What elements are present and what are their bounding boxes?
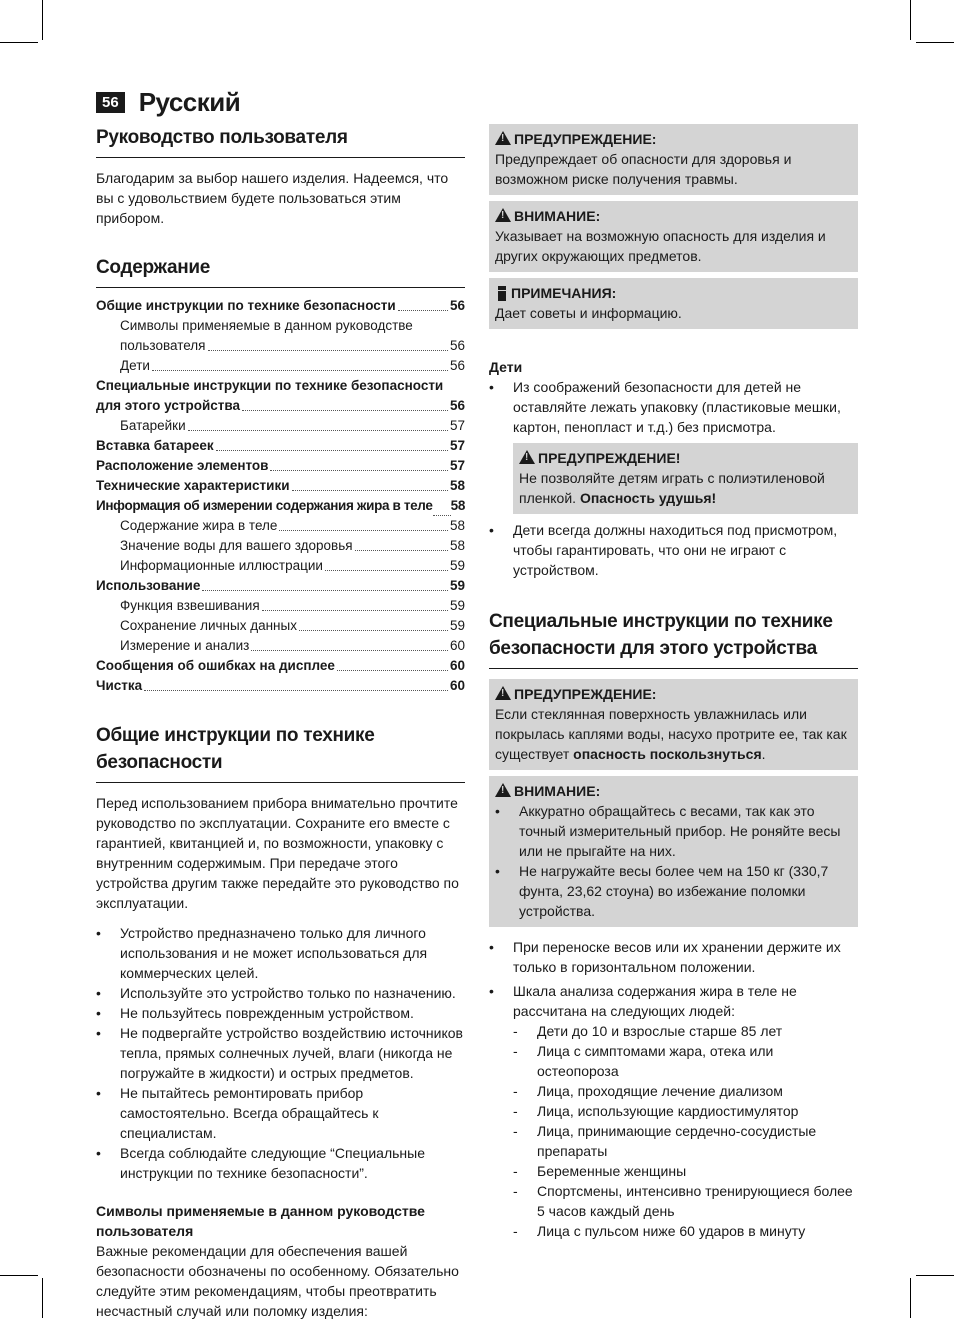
right-column (489, 124, 858, 1241)
toc-entry[interactable]: Расположение элементов 57 (96, 458, 465, 473)
notice-text: Указывает на возможную опасность для изделия и других окружающих предметов. (495, 228, 826, 264)
toc-entry[interactable]: Функция взвешивания 59 (120, 598, 465, 613)
toc-entry[interactable]: Использование 59 (96, 578, 465, 593)
toc-entry[interactable]: Общие инструкции по технике безопасности 56 (96, 298, 465, 313)
children-list (489, 377, 858, 437)
toc-entry[interactable]: Чистка 60 (96, 678, 465, 693)
list-item: - Лица, проходящие лечение диализом (513, 1081, 858, 1101)
list-item: • Устройство предназначено только для личного использования и не может использоваться для коммерческих целей. (96, 923, 465, 983)
list-item: - Лица, принимающие сердечно-сосудистые препараты (513, 1121, 858, 1161)
special-safety-heading: Специальные инструкции по технике безопасности для этого устройства (489, 608, 858, 669)
crop-mark (916, 1275, 954, 1276)
crop-mark (0, 42, 38, 43)
toc-entry[interactable]: Информация об измерении содержания жира в теле 58 (96, 496, 465, 516)
special-caution-notice (489, 776, 858, 927)
toc-entry[interactable]: Символы применяемые в данном руководстве пользователя 56 (120, 318, 465, 353)
list-item: • Всегда соблюдайте следующие “Специальные инструкции по технике безопасности”. (96, 1143, 465, 1183)
list-item: - Беременные женщины (513, 1161, 858, 1181)
list-item: • При переноске весов или их хранении держите их только в горизонтальном положении. (489, 937, 858, 977)
toc-heading: Содержание (96, 254, 465, 288)
crop-mark (42, 1278, 43, 1318)
page-number: 56 (96, 92, 125, 113)
children-warning-notice (513, 443, 858, 514)
toc-entry[interactable]: Технические характеристики 58 (96, 478, 465, 493)
notice-title: ПРИМЕЧАНИЯ: (511, 285, 617, 301)
left-column (96, 124, 465, 1321)
list-item: • Используйте это устройство только по назначению. (96, 983, 465, 1003)
warning-notice (489, 124, 858, 195)
symbols-heading: Символы применяемые в данном руководстве пользователя (96, 1203, 425, 1239)
notice-text: Если стеклянная поверхность увлажнилась или покрылась каплями воды, насухо протрите ее, так как существует опасность поскользнуться. (495, 706, 847, 762)
notice-title: ВНИМАНИЕ: (514, 783, 601, 799)
notice-text: Дает советы и информацию. (495, 305, 682, 321)
toc-entry[interactable]: Специальные инструкции по технике безопасности для этого устройства 56 (96, 378, 465, 413)
toc-entry[interactable]: Вставка батареек 57 (96, 438, 465, 453)
toc-entry[interactable]: Содержание жира в теле 58 (120, 518, 465, 533)
warning-triangle-icon (519, 450, 535, 464)
list-item: • Не подвергайте устройство воздействию источников тепла, прямых солнечных лучей, влаги (никогда не погружайте в жидкости) и острых предметов. (96, 1023, 465, 1083)
crop-mark (0, 1275, 38, 1276)
toc-entry[interactable]: Измерение и анализ 60 (120, 638, 465, 653)
warning-triangle-icon (495, 686, 511, 700)
general-safety-heading: Общие инструкции по технике безопасности (96, 722, 465, 783)
list-item: - Лица с пульсом ниже 60 ударов в минуту (513, 1221, 858, 1241)
crop-mark (910, 1278, 911, 1318)
list-item: • Не нагружайте весы более чем на 150 кг (330,7 фунта, 23,62 стоуна) во избежание поломки устройства. (495, 861, 852, 921)
intro-heading: Руководство пользователя (96, 124, 465, 158)
list-item: - Спортсмены, интенсивно тренирующиеся более 5 часов каждый день (513, 1181, 858, 1221)
table-of-contents (96, 296, 465, 696)
toc-entry[interactable]: Дети 56 (120, 358, 465, 373)
list-item: • Не пользуйтесь поврежденным устройством. (96, 1003, 465, 1023)
warning-triangle-icon (495, 131, 511, 145)
toc-entry[interactable]: Информационные иллюстрации 59 (120, 558, 465, 573)
toc-entry[interactable]: Батарейки 57 (120, 418, 465, 433)
symbols-text: Важные рекомендации для обеспечения вашей безопасности обозначены по особенному. Обязательно следуйте этим рекомендациям, чтобы преотвратить несчастный случай или поломку изделия: (96, 1243, 459, 1319)
crop-mark (916, 42, 954, 43)
special-list (489, 937, 858, 1021)
special-warning-notice (489, 679, 858, 770)
list-item: • Не пытайтесь ремонтировать прибор самостоятельно. Всегда обращайтесь к специалистам. (96, 1083, 465, 1143)
children-heading: Дети (489, 359, 523, 375)
general-safety-list (96, 923, 465, 1183)
intro-text: Благодарим за выбор нашего изделия. Надеемся, что вы с удовольствием будете пользоваться этим прибором. (96, 170, 449, 226)
notes-notice (489, 278, 858, 329)
warning-triangle-icon (495, 208, 511, 222)
crop-mark (42, 0, 43, 40)
list-item: • Шкала анализа содержания жира в теле не рассчитана на следующих людей: (489, 981, 858, 1021)
notice-text: Предупреждает об опасности для здоровья и возможном риске получения травмы. (495, 151, 792, 187)
language-title: Русский (138, 86, 241, 117)
general-safety-text: Перед использованием прибора внимательно прочтите руководство по эксплуатации. Сохраните его вместе с гарантией, квитанцией и, по возможности, упаковку с внутренним содержимым. При передаче этого устройства другим также передайте это руководство по эксплуатации. (96, 795, 459, 911)
list-item: • Аккуратно обращайтесь с весами, так как это точный измерительный прибор. Не роняйте весы или не прыгайте на них. (495, 801, 852, 861)
notice-title: ПРЕДУПРЕЖДЕНИЕ! (538, 450, 681, 466)
children-list-2 (489, 520, 858, 580)
caution-notice (489, 201, 858, 272)
list-item: • Дети всегда должны находиться под присмотром, чтобы гарантировать, что они не играют с устройством. (489, 520, 858, 580)
list-item: - Лица, использующие кардиостимулятор (513, 1101, 858, 1121)
list-item: - Лица с симптомами жара, отека или остеопороза (513, 1041, 858, 1081)
toc-entry[interactable]: Сохранение личных данных 59 (120, 618, 465, 633)
info-icon (498, 286, 506, 301)
crop-mark (910, 0, 911, 40)
caution-list (495, 801, 852, 921)
notice-title: ПРЕДУПРЕЖДЕНИЕ: (514, 686, 657, 702)
toc-entry[interactable]: Сообщения об ошибках на дисплее 60 (96, 658, 465, 673)
warning-triangle-icon (495, 783, 511, 797)
page-header (96, 86, 240, 118)
excluded-persons-list (513, 1021, 858, 1241)
notice-title: ВНИМАНИЕ: (514, 208, 601, 224)
list-item: - Дети до 10 и взрослые старше 85 лет (513, 1021, 858, 1041)
notice-text: Не позволяйте детям играть с полиэтиленовой пленкой. Опасность удушья! (519, 470, 825, 506)
list-item: • Из соображений безопасности для детей не оставляйте лежать упаковку (пластиковые мешки, картон, пенопласт и т.д.) без присмотра. (489, 377, 858, 437)
toc-entry[interactable]: Значение воды для вашего здоровья 58 (120, 538, 465, 553)
notice-title: ПРЕДУПРЕЖДЕНИЕ: (514, 131, 657, 147)
